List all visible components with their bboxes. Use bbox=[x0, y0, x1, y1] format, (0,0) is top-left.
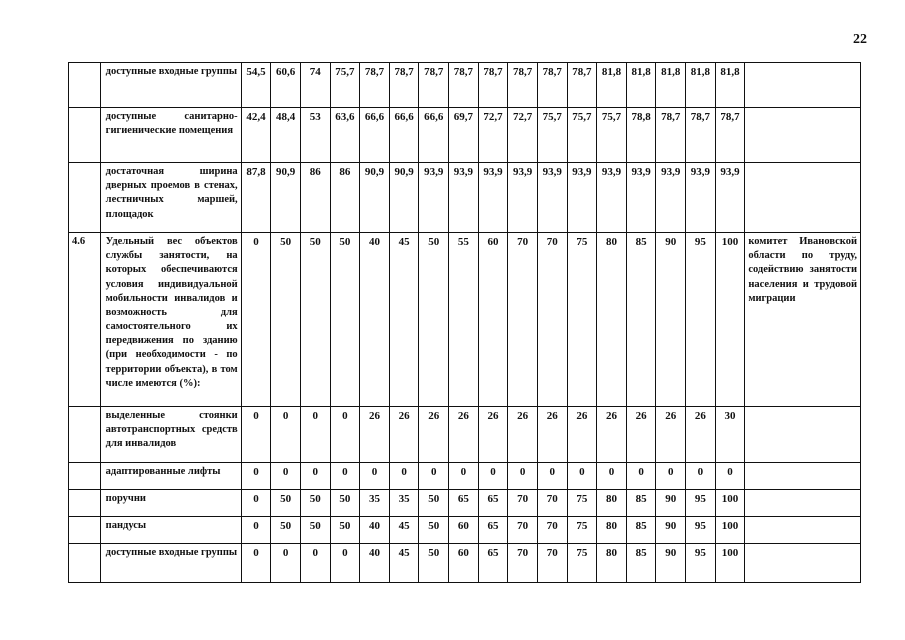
table-row bbox=[69, 407, 861, 463]
value-cell: 0 bbox=[597, 463, 627, 490]
value-cell: 0 bbox=[537, 463, 567, 490]
value-cell: 0 bbox=[419, 463, 449, 490]
value-cell: 90 bbox=[656, 233, 686, 407]
value-cell: 93,9 bbox=[537, 163, 567, 233]
value-cell: 90,9 bbox=[389, 163, 419, 233]
value-cell: 70 bbox=[537, 517, 567, 544]
row-code-cell bbox=[69, 544, 101, 583]
value-cell: 72,7 bbox=[478, 108, 508, 163]
value-cell: 26 bbox=[449, 407, 479, 463]
value-cell: 26 bbox=[567, 407, 597, 463]
value-cell: 60 bbox=[478, 233, 508, 407]
value-cell: 93,9 bbox=[419, 163, 449, 233]
value-cell: 78,8 bbox=[626, 108, 656, 163]
value-cell: 90,9 bbox=[271, 163, 301, 233]
value-cell: 50 bbox=[330, 517, 360, 544]
value-cell: 95 bbox=[686, 490, 716, 517]
table-row bbox=[69, 463, 861, 490]
value-cell: 50 bbox=[419, 233, 449, 407]
value-cell: 70 bbox=[508, 490, 538, 517]
value-cell: 50 bbox=[271, 490, 301, 517]
value-cell: 45 bbox=[389, 544, 419, 583]
value-cell: 26 bbox=[419, 407, 449, 463]
value-cell: 66,6 bbox=[419, 108, 449, 163]
value-cell: 26 bbox=[597, 407, 627, 463]
value-cell: 0 bbox=[389, 463, 419, 490]
value-cell: 81,8 bbox=[626, 63, 656, 108]
responsible-cell: комитет Ивановской области по труду, содействию занятости населения и трудовой миграции bbox=[745, 233, 861, 407]
value-cell: 75 bbox=[567, 233, 597, 407]
value-cell: 75,7 bbox=[567, 108, 597, 163]
responsible-cell bbox=[745, 490, 861, 517]
value-cell: 100 bbox=[715, 544, 745, 583]
responsible-cell bbox=[745, 463, 861, 490]
value-cell: 93,9 bbox=[715, 163, 745, 233]
value-cell: 70 bbox=[508, 233, 538, 407]
value-cell: 42,4 bbox=[241, 108, 271, 163]
value-cell: 0 bbox=[300, 407, 330, 463]
value-cell: 55 bbox=[449, 233, 479, 407]
value-cell: 53 bbox=[300, 108, 330, 163]
value-cell: 75,7 bbox=[330, 63, 360, 108]
value-cell: 78,7 bbox=[419, 63, 449, 108]
value-cell: 0 bbox=[241, 407, 271, 463]
table-row bbox=[69, 63, 861, 108]
value-cell: 78,7 bbox=[389, 63, 419, 108]
responsible-cell bbox=[745, 407, 861, 463]
value-cell: 0 bbox=[626, 463, 656, 490]
row-code-cell bbox=[69, 490, 101, 517]
value-cell: 26 bbox=[360, 407, 390, 463]
indicator-cell: выделенные стоянки автотранспортных средств для инвалидов bbox=[100, 407, 241, 463]
value-cell: 0 bbox=[715, 463, 745, 490]
value-cell: 35 bbox=[389, 490, 419, 517]
indicator-cell: адаптированные лифты bbox=[100, 463, 241, 490]
value-cell: 50 bbox=[300, 233, 330, 407]
row-code-cell bbox=[69, 407, 101, 463]
value-cell: 70 bbox=[508, 544, 538, 583]
value-cell: 75 bbox=[567, 517, 597, 544]
value-cell: 40 bbox=[360, 544, 390, 583]
value-cell: 93,9 bbox=[656, 163, 686, 233]
value-cell: 86 bbox=[330, 163, 360, 233]
value-cell: 26 bbox=[478, 407, 508, 463]
value-cell: 65 bbox=[449, 490, 479, 517]
value-cell: 26 bbox=[389, 407, 419, 463]
page-number: 22 bbox=[853, 32, 867, 47]
responsible-cell bbox=[745, 163, 861, 233]
value-cell: 0 bbox=[449, 463, 479, 490]
value-cell: 74 bbox=[300, 63, 330, 108]
value-cell: 80 bbox=[597, 233, 627, 407]
value-cell: 81,8 bbox=[656, 63, 686, 108]
value-cell: 26 bbox=[537, 407, 567, 463]
value-cell: 66,6 bbox=[389, 108, 419, 163]
value-cell: 0 bbox=[300, 544, 330, 583]
value-cell: 0 bbox=[271, 407, 301, 463]
value-cell: 35 bbox=[360, 490, 390, 517]
value-cell: 50 bbox=[271, 233, 301, 407]
value-cell: 50 bbox=[419, 517, 449, 544]
table-row bbox=[69, 233, 861, 407]
value-cell: 90,9 bbox=[360, 163, 390, 233]
value-cell: 65 bbox=[478, 544, 508, 583]
value-cell: 0 bbox=[508, 463, 538, 490]
responsible-cell bbox=[745, 517, 861, 544]
table-row bbox=[69, 490, 861, 517]
indicator-cell: доступные санитарно-гигиенические помещения bbox=[100, 108, 241, 163]
value-cell: 0 bbox=[330, 463, 360, 490]
value-cell: 60,6 bbox=[271, 63, 301, 108]
value-cell: 93,9 bbox=[508, 163, 538, 233]
indicator-cell: Удельный вес объектов службы занятости, на которых обеспечиваются условия индивидуальной мобильности инвалидов и возможность для самостоятельного их передвижения по зданию (при необходимости - по территории объекта), в том числе имеются (%): bbox=[100, 233, 241, 407]
value-cell: 100 bbox=[715, 490, 745, 517]
value-cell: 45 bbox=[389, 517, 419, 544]
indicator-cell: поручни bbox=[100, 490, 241, 517]
value-cell: 26 bbox=[686, 407, 716, 463]
table-row bbox=[69, 517, 861, 544]
value-cell: 60 bbox=[449, 517, 479, 544]
value-cell: 93,9 bbox=[626, 163, 656, 233]
value-cell: 75,7 bbox=[537, 108, 567, 163]
value-cell: 93,9 bbox=[449, 163, 479, 233]
value-cell: 81,8 bbox=[686, 63, 716, 108]
value-cell: 0 bbox=[241, 490, 271, 517]
value-cell: 93,9 bbox=[478, 163, 508, 233]
indicator-table bbox=[68, 62, 861, 583]
value-cell: 65 bbox=[478, 490, 508, 517]
value-cell: 78,7 bbox=[537, 63, 567, 108]
value-cell: 93,9 bbox=[597, 163, 627, 233]
value-cell: 40 bbox=[360, 517, 390, 544]
value-cell: 95 bbox=[686, 517, 716, 544]
value-cell: 100 bbox=[715, 233, 745, 407]
value-cell: 65 bbox=[478, 517, 508, 544]
value-cell: 69,7 bbox=[449, 108, 479, 163]
value-cell: 78,7 bbox=[478, 63, 508, 108]
value-cell: 81,8 bbox=[597, 63, 627, 108]
value-cell: 0 bbox=[241, 233, 271, 407]
value-cell: 70 bbox=[537, 490, 567, 517]
value-cell: 0 bbox=[330, 544, 360, 583]
value-cell: 50 bbox=[271, 517, 301, 544]
value-cell: 0 bbox=[478, 463, 508, 490]
value-cell: 70 bbox=[508, 517, 538, 544]
value-cell: 63,6 bbox=[330, 108, 360, 163]
value-cell: 0 bbox=[271, 463, 301, 490]
responsible-cell bbox=[745, 63, 861, 108]
value-cell: 86 bbox=[300, 163, 330, 233]
row-code-cell bbox=[69, 108, 101, 163]
value-cell: 45 bbox=[389, 233, 419, 407]
value-cell: 75 bbox=[567, 544, 597, 583]
value-cell: 50 bbox=[330, 233, 360, 407]
value-cell: 0 bbox=[656, 463, 686, 490]
value-cell: 75,7 bbox=[597, 108, 627, 163]
table-row bbox=[69, 544, 861, 583]
value-cell: 54,5 bbox=[241, 63, 271, 108]
value-cell: 50 bbox=[300, 490, 330, 517]
value-cell: 80 bbox=[597, 490, 627, 517]
indicator-cell: пандусы bbox=[100, 517, 241, 544]
value-cell: 70 bbox=[537, 233, 567, 407]
responsible-cell bbox=[745, 108, 861, 163]
value-cell: 26 bbox=[626, 407, 656, 463]
responsible-cell bbox=[745, 544, 861, 583]
value-cell: 81,8 bbox=[715, 63, 745, 108]
value-cell: 0 bbox=[360, 463, 390, 490]
value-cell: 78,7 bbox=[567, 63, 597, 108]
value-cell: 93,9 bbox=[686, 163, 716, 233]
value-cell: 75 bbox=[567, 490, 597, 517]
value-cell: 50 bbox=[419, 490, 449, 517]
value-cell: 0 bbox=[241, 463, 271, 490]
value-cell: 50 bbox=[419, 544, 449, 583]
indicator-cell: доступные входные группы bbox=[100, 544, 241, 583]
value-cell: 95 bbox=[686, 233, 716, 407]
value-cell: 85 bbox=[626, 490, 656, 517]
value-cell: 78,7 bbox=[360, 63, 390, 108]
value-cell: 78,7 bbox=[508, 63, 538, 108]
value-cell: 78,7 bbox=[686, 108, 716, 163]
value-cell: 78,7 bbox=[449, 63, 479, 108]
value-cell: 90 bbox=[656, 517, 686, 544]
value-cell: 90 bbox=[656, 544, 686, 583]
row-code-cell bbox=[69, 463, 101, 490]
value-cell: 48,4 bbox=[271, 108, 301, 163]
value-cell: 0 bbox=[686, 463, 716, 490]
value-cell: 50 bbox=[300, 517, 330, 544]
value-cell: 87,8 bbox=[241, 163, 271, 233]
value-cell: 90 bbox=[656, 490, 686, 517]
table-row bbox=[69, 163, 861, 233]
indicator-cell: достаточная ширина дверных проемов в стенах, лестничных маршей, площадок bbox=[100, 163, 241, 233]
indicator-cell: доступные входные группы bbox=[100, 63, 241, 108]
value-cell: 0 bbox=[271, 544, 301, 583]
value-cell: 40 bbox=[360, 233, 390, 407]
value-cell: 0 bbox=[567, 463, 597, 490]
value-cell: 0 bbox=[241, 544, 271, 583]
value-cell: 30 bbox=[715, 407, 745, 463]
value-cell: 78,7 bbox=[715, 108, 745, 163]
value-cell: 70 bbox=[537, 544, 567, 583]
value-cell: 66,6 bbox=[360, 108, 390, 163]
value-cell: 0 bbox=[241, 517, 271, 544]
value-cell: 26 bbox=[508, 407, 538, 463]
value-cell: 80 bbox=[597, 544, 627, 583]
value-cell: 50 bbox=[330, 490, 360, 517]
value-cell: 93,9 bbox=[567, 163, 597, 233]
value-cell: 80 bbox=[597, 517, 627, 544]
table-row bbox=[69, 108, 861, 163]
value-cell: 100 bbox=[715, 517, 745, 544]
row-code-cell bbox=[69, 163, 101, 233]
value-cell: 26 bbox=[656, 407, 686, 463]
value-cell: 72,7 bbox=[508, 108, 538, 163]
row-code-cell bbox=[69, 63, 101, 108]
row-code-cell bbox=[69, 517, 101, 544]
value-cell: 0 bbox=[330, 407, 360, 463]
value-cell: 85 bbox=[626, 233, 656, 407]
value-cell: 95 bbox=[686, 544, 716, 583]
value-cell: 85 bbox=[626, 544, 656, 583]
row-code-cell: 4.6 bbox=[69, 233, 101, 407]
value-cell: 78,7 bbox=[656, 108, 686, 163]
value-cell: 0 bbox=[300, 463, 330, 490]
value-cell: 60 bbox=[449, 544, 479, 583]
value-cell: 85 bbox=[626, 517, 656, 544]
